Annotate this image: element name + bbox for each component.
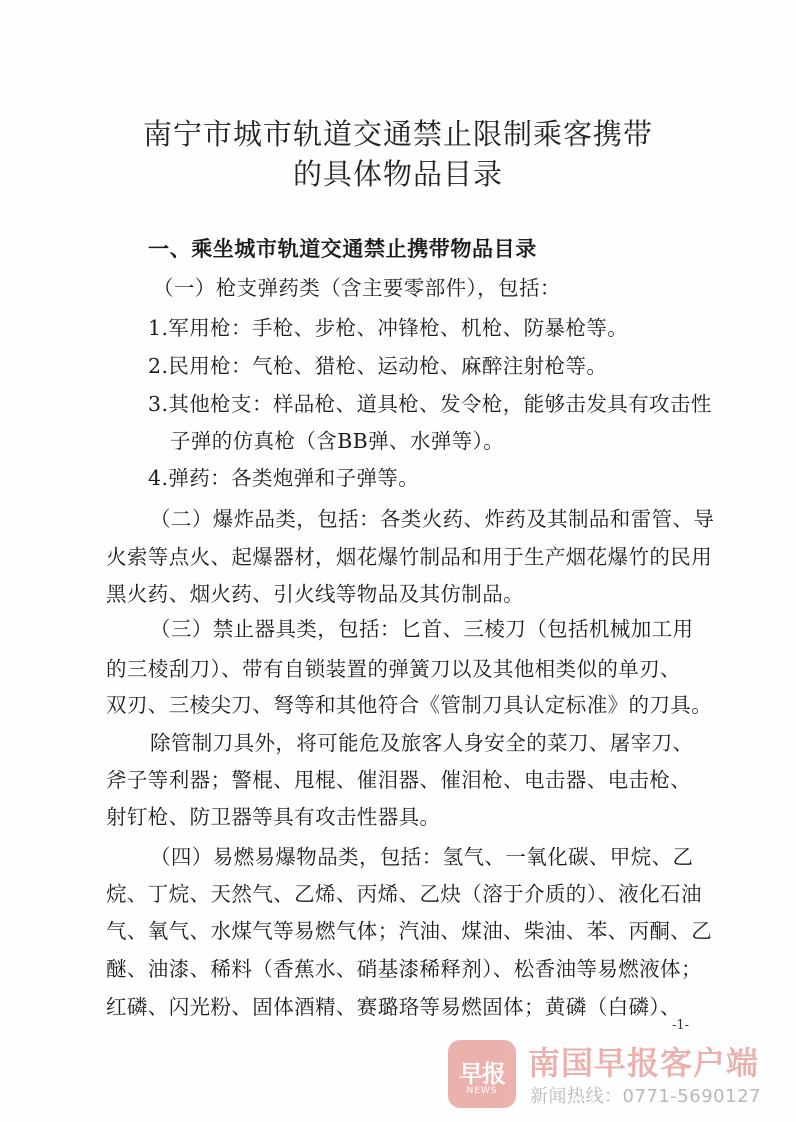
paragraph-line: 射钉枪、防卫器等具有攻击性器具。 [106, 805, 441, 829]
paragraph-line: （二）爆炸品类，包括：各类火药、炸药及其制品和雷管、导 [150, 507, 715, 531]
document-title-line2: 的具体物品目录 [292, 157, 503, 191]
paragraph-line: （四）易燃易爆物品类，包括：氢气、一氧化碳、甲烷、乙 [150, 845, 694, 869]
watermark-hotline: 新闻热线：0771-5690127 [530, 1086, 761, 1107]
paragraph-line: 气、氧气、水煤气等易燃气体；汽油、煤油、柴油、苯、丙酮、乙 [106, 919, 713, 943]
paragraph-line: 黑火药、烟火药、引火线等物品及其仿制品。 [106, 582, 524, 606]
paragraph-line: 醚、油漆、稀料（香蕉水、硝基漆稀释剂）、松香油等易燃液体； [106, 957, 702, 981]
paragraph-line: 斧子等利器；警棍、甩棍、催泪器、催泪枪、电击器、电击枪、 [106, 768, 692, 792]
newspaper-logo-icon [448, 1040, 516, 1108]
paragraph-line: 火索等点火、起爆器材，烟花爆竹制品和用于生产烟花爆竹的民用 [106, 545, 713, 569]
paragraph-line: （三）禁止器具类，包括：匕首、三棱刀（包括机械加工用 [150, 617, 694, 641]
paragraph-line: 3.其他枪支：样品枪、道具枪、发令枪，能够击发具有攻击性 [148, 392, 712, 416]
paragraph-line: 双刃、三棱尖刀、弩等和其他符合《管制刀具认定标准》的刀具。 [106, 693, 713, 717]
paragraph-line: 2.民用枪：气枪、猎枪、运动枪、麻醉注射枪等。 [148, 354, 608, 378]
logo-subtext: NEWS [466, 1086, 498, 1096]
paragraph-line: 红磷、闪光粉、固体酒精、赛璐珞等易燃固体；黄磷（白磷）、 [106, 995, 681, 1019]
paragraph-line: 4.弹药：各类炮弹和子弹等。 [148, 466, 420, 490]
page-number: -1- [672, 1018, 690, 1033]
paragraph-line: 除管制刀具外，将可能危及旅客人身安全的菜刀、屠宰刀、 [150, 731, 694, 755]
paragraph-line: 子弹的仿真枪（含BB弹、水弹等）。 [170, 429, 505, 453]
watermark-title: 南国早报客户端 [528, 1044, 760, 1082]
paragraph-line: 烷、丁烷、天然气、乙烯、丙烯、乙炔（溶于介质的）、液化石油 [106, 882, 702, 906]
paragraph-line: 1.军用枪：手枪、步枪、冲锋枪、机枪、防暴枪等。 [148, 316, 629, 340]
section-heading: 一、乘坐城市轨道交通禁止携带物品目录 [148, 237, 537, 261]
paragraph-line: （一）枪支弹药类（含主要零部件），包括： [153, 276, 561, 300]
paragraph-line: 的三棱刮刀）、带有自锁装置的弹簧刀以及其他相类似的单刃、 [106, 657, 681, 681]
source-watermark [448, 1038, 788, 1110]
document-title-line1: 南宁市城市轨道交通禁止限制乘客携带 [142, 117, 653, 151]
logo-text: 早报 [459, 1060, 505, 1088]
